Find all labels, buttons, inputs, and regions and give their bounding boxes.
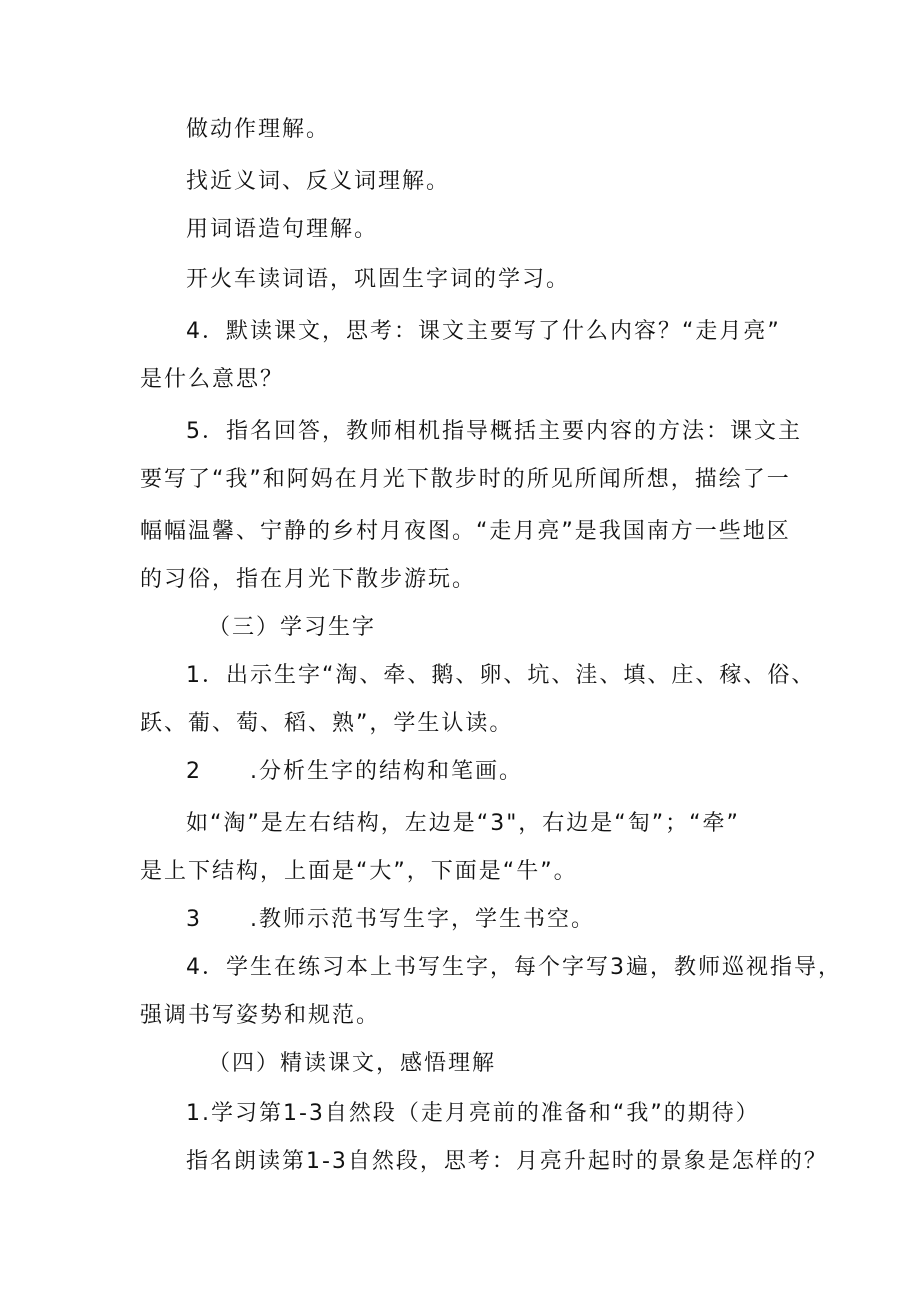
paragraph-answer-line2: 要写了“我”和阿妈在月光下散步时的所见所闻所想，描绘了一 (140, 467, 791, 492)
paragraph-synonyms: 找近义词、反义词理解。 (186, 169, 451, 194)
paragraph-teacher-demo: 3 .教师示范书写生字，学生书空。 (186, 907, 595, 932)
paragraph-practice-line2: 强调书写姿势和规范。 (140, 1003, 381, 1028)
paragraph-make-sentences: 用词语造句理解。 (186, 217, 379, 242)
paragraph-silent-reading-line2: 是什么意思？ (140, 367, 285, 392)
paragraph-example-line2: 是上下结构，上面是“大”，下面是“牛”。 (140, 859, 578, 884)
paragraph-study-sections: 1.学习第1-3自然段（走月亮前的准备和“我”的期待） (186, 1101, 760, 1126)
paragraph-silent-reading-line1: 4．默读课文，思考：课文主要写了什么内容？“走月亮” (186, 319, 781, 344)
section-heading-learn-characters: （三）学习生字 (208, 615, 377, 640)
paragraph-read-aloud: 指名朗读第1-3自然段，思考：月亮升起时的景象是怎样的？ (186, 1149, 828, 1174)
paragraph-show-characters-line1: 1．出示生字“淘、牵、鹅、卵、坑、洼、填、庄、稼、俗、 (186, 663, 816, 688)
section-heading-close-reading: （四）精读课文，感悟理解 (208, 1051, 497, 1076)
paragraph-act-out: 做动作理解。 (186, 117, 331, 142)
paragraph-train-reading: 开火车读词语，巩固生字词的学习。 (186, 267, 571, 292)
paragraph-practice-line1: 4．学生在练习本上书写生字，每个字写3遍，教师巡视指导， (186, 955, 842, 980)
paragraph-show-characters-line2: 跃、葡、萄、稻、熟”，学生认读。 (140, 711, 514, 736)
paragraph-answer-line3: 幅幅温馨、宁静的乡村月夜图。“走月亮”是我国南方一些地区 (140, 519, 791, 544)
paragraph-answer-line4: 的习俗，指在月光下散步游玩。 (140, 567, 477, 592)
paragraph-answer-line1: 5．指名回答，教师相机指导概括主要内容的方法：课文主 (186, 419, 802, 444)
paragraph-example-line1: 如“淘”是左右结构，左边是“3"，右边是“匋”；“牵” (186, 811, 740, 836)
paragraph-analyze-structure: 2 .分析生字的结构和笔画。 (186, 759, 523, 784)
